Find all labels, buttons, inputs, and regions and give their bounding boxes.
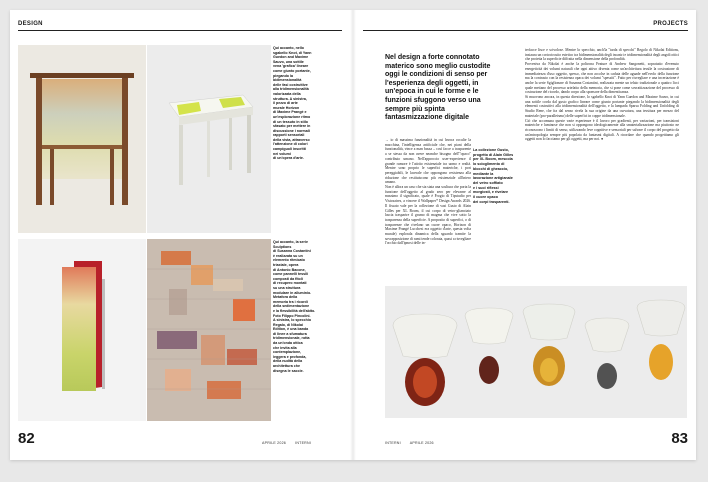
- textile-illustration: [147, 239, 271, 421]
- lead-headline: Nel design a forte connotato materico sono meglio custodite oggi le condizioni di senso per l'esperienza degli oggetti, in un'epoca in cui le forme e le funzioni sfuggono verso una sempre più spinta fantasmizzazione digitale: [385, 54, 491, 122]
- page-number-right: 83: [671, 430, 688, 447]
- photo-chair: [18, 45, 146, 233]
- mirror-illustration: [18, 239, 146, 421]
- photo-mirror: [18, 239, 146, 421]
- body-column-left: → io di massima funzionalità in cui lavora occulte la macchina, l'intelligenza artificiale che, nei piani della funzionalità, vince a man bassa – così facce a trasparente a se stessa da non avere neanche bisogno dell'"opaco" contributo umano. Nell'approccio user-experience il grande rumore è l'attrito esistenziale tra uomo e realtà. Mentre sono proprio le superfici materiche, i pori pereggiabili, le lacerale che oppongono resistenza alla riduzione che restituiscono più esistenziale all'intero umano. Non è allora un caso che sia stata una scultura che porta la funzione dell'oggetto al grado zero per elevarne al massimo il significato, quale è Frogio di Tipstudio per Vistosaires, a vincere il Wallpaper* Design Awards 2026. Il fissato vale per la collezione di vasi Gusto di Alain Gilles per XL Boom, il cui corpo di vetro-glianciato lascia trasparire il grumo di magma che vive sotto la trasparenza della superficie. A proposito di superfici, o di trasparenze che rivelano un cuore opaco, Horizon di Maxime Prangé Lucchesi era oggetto d'arte, questa volta murale) esplorala dinamica della sguardo tramite la sovrapposizione di rami tende colorata, quasi a risvegliare l'occhio dall'ipnosi delle in-: [385, 138, 472, 246]
- chair-illustration: [18, 45, 146, 233]
- footer-magazine-left: INTERNI: [295, 441, 311, 445]
- footer-right: [385, 441, 442, 445]
- left-page: [10, 10, 353, 460]
- stool-illustration: [147, 45, 271, 233]
- photo-textile: [147, 239, 271, 421]
- photo-stool: [147, 45, 271, 233]
- footer-date-right: APRILE 2026: [409, 441, 434, 445]
- page-number-left: 82: [18, 430, 35, 447]
- section-rule: [18, 30, 342, 31]
- pull-quote: La collezione Gusto, progetto di Alain Gilles per XL Boom, mescola lo scioglimento di blocchi di gheaccio, mediante la lavorazione artigianale del vetro soffiato e i suoi riflessi morgiosti, e rivelare il cuore opaco dei corpi trasparenti.: [473, 148, 514, 204]
- caption-top: Qui accanto, nello sgabello Knot, di Yann Guedon and Maxime Sauvo, una sottile vena 'grafica' lineare come giunto portante, piegando la bidimensionalità delle fasi costruttive alla tridimensionalità valorizzata della struttura. A sinistra, il pezzo di arte murale Horizon di Maxime Prangé e un'esplorazione ritmo di un tessuto in stilo sfasato per mettere in discussione i normali rapporti sensoriali della vista, attraverso l'attenzione di colori campiguoli inscritti nei volumi di un'opera d'arte.: [273, 46, 312, 161]
- right-page: [353, 10, 696, 460]
- footer-date-left: APRILE 2026: [262, 441, 286, 445]
- section-rule-right: [363, 30, 688, 31]
- footer-magazine-right: INTERNI: [385, 441, 401, 445]
- body-column-right: terfacce lisce e scivolose. Mentre lo specchio, anch'la "tarda di specchi" Regolo di Nikolai Editions, instaura un cortocircuito estetico tra bidimensionalità degli incastri e tridimensionalità degli angoli ottici che proietta la superficie diffratta nella dimensione della profondità. Proveniva da Nikolai è anche la poltrona Feature di Andrew Sangonetti, sopratutto d'evenuto energeticità dei volumi naturali che ogni attivo diventa come un'architettura tessile la costruzione di immediatezza d'uso oggetto, spesso, che non accolse in caduta delle aguade nell'evolo della funzione ma la contrasto con la resistenza opaca dei volumi "spessiti". Fatto per risvegliare e una incertazione è anche la serie Sgiglionare di Susanna Costantini, realizzata mente un telaio tradizionale a quattro licci quale mettano del processo artefatto della memoria, che si pone come sovrattizzazione del processo di costruzione del ricordo, dando corpo alla sponsore della dimenticanza. Si muovono ancora, in questa direzione, lo sgabello Knot di Yann Guedon and Maxime Sauvo, in cui una sottile corda dal gusto grafico lineare come giunto portante piegando la bidimensionalità degli elementi costruttivi alla tridimensionalità dell'oggetto, e la lampada Sparsa Folding and Unfolding di Studio Rene, che fra dal senso rivela la sua origine da una curvatura, una tessitura per mezzo del materiale (pro-paralleismo) delle superfici in coppe tridimensionale. Ciò che accomuna queste varie esperienze è il lavoro per gradienti, per variazioni, per transizioni materiche e luminose che non si oppongono ideologicamente alla smaterializzazione ma piuttosto ne riconoscono i limiti di senso, utilizzando leve cognitive e sensoriali per salvare il corpo del progetto da un'antropologia sempre più popolata da fantasmi digitali. A ricordare che quando progettiamo gli oggetti non lo facciamo per gli oggetti, ma per noi. ●: [525, 48, 680, 142]
- photo-glass-vases: [385, 286, 687, 418]
- vases-illustration: [385, 286, 687, 418]
- footer-left: [262, 441, 319, 445]
- magazine-spread: [10, 10, 696, 460]
- section-label-projects: PROJECTS: [653, 21, 688, 27]
- section-label-design: DESIGN: [18, 21, 43, 27]
- caption-bottom: Qui accanto, la serie Sculptions di Susanna Costantini è realizzata su un elemento ritmicato triaxiale, opera di Antonio Bacone, come pannelli tessili composti da fitoli di recupero montati su una struttura modulare in alluminio. Metafora della memoria tra i ricordi della sedimentazione e la flessibilità dell'abito. Foto Filippo Pincolini. A sinistra, lo specchio Regalo, di Nikolai Edition, è una banda di linee a sfumatura tridimensionale, rotta da un'onda ottica che invita alla contemplazione, leggera e profonda, della nudità della architettura che disegna le saccie.: [273, 240, 316, 373]
